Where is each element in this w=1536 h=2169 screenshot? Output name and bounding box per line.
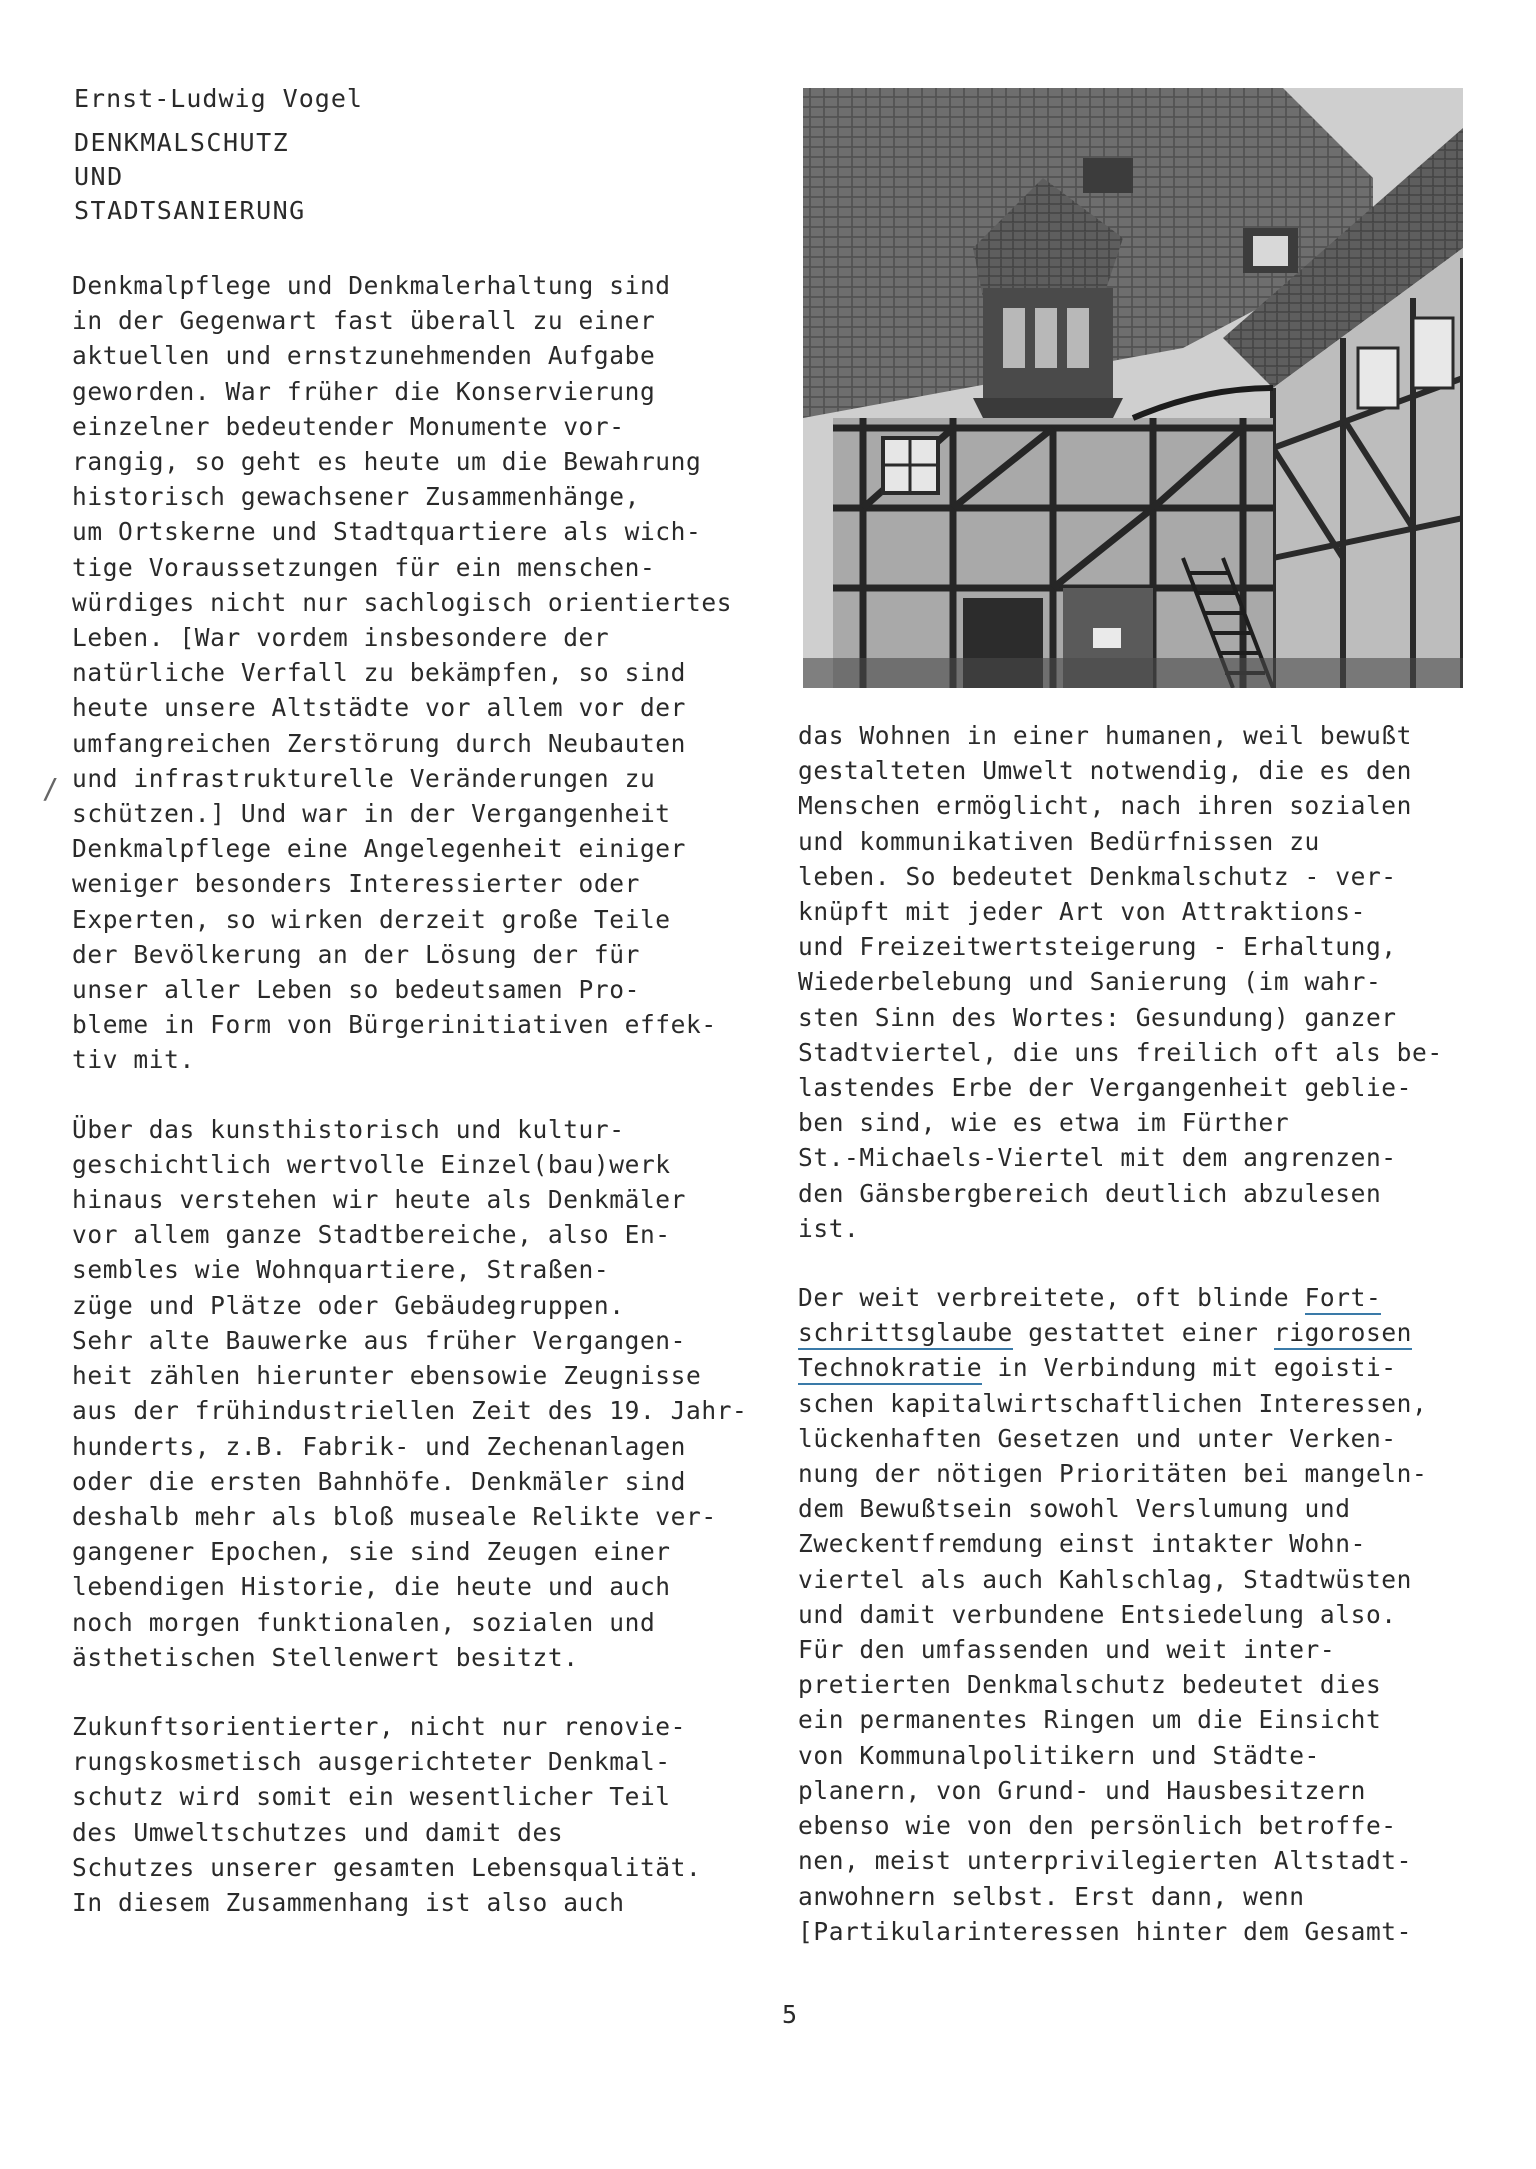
text-line: Denkmalpflege eine Angelegenheit einiger: [72, 834, 687, 864]
text-line: würdiges nicht nur sachlogisch orientiertes: [72, 587, 733, 617]
text-line: Technokratie in Verbindung mit egoisti-: [798, 1350, 1478, 1385]
right-column: [798, 718, 1478, 1983]
text-line: Stadtviertel, die uns freilich oft als be-: [798, 1037, 1443, 1067]
text-line: aus der frühindustriellen Zeit des 19. Jahr-: [72, 1396, 748, 1426]
text-line: schrittsglaube gestattet einer rigorosen: [798, 1315, 1478, 1350]
text-line: historisch gewachsener Zusammenhänge,: [72, 482, 640, 512]
text-line: ein permanentes Ringen um die Einsicht: [798, 1705, 1382, 1735]
right-body-text: [798, 718, 1478, 1949]
paragraph: [798, 718, 1478, 1246]
text-line: Menschen ermöglicht, nach ihren sozialen: [798, 791, 1413, 821]
paragraph: [72, 1709, 762, 1920]
text-line: Denkmalpflege und Denkmalerhaltung sind: [72, 271, 671, 300]
text-line: rungskosmetisch ausgerichteter Denkmal-: [72, 1747, 671, 1777]
text-line: [Partikularinteressen hinter dem Gesamt-: [798, 1916, 1413, 1946]
text-line: und damit verbundene Entsiedelung also.: [798, 1599, 1397, 1629]
text-line: nen, meist unterprivilegierten Altstadt-: [798, 1846, 1413, 1876]
paragraph: [72, 1112, 762, 1675]
title-line: STADTSANIERUNG: [74, 196, 306, 225]
text-line: Über das kunsthistorisch und kultur-: [72, 1114, 625, 1144]
text-line: schutz wird somit ein wesentlicher Teil: [72, 1782, 671, 1812]
text-line: weniger besonders Interessierter oder: [72, 869, 640, 899]
text-line: des Umweltschutzes und damit des: [72, 1817, 564, 1847]
text-line: sten Sinn des Wortes: Gesundung) ganzer: [798, 1002, 1397, 1032]
title-line: DENKMALSCHUTZ: [74, 128, 290, 157]
text-line: heit zählen hierunter ebensowie Zeugnisse: [72, 1361, 702, 1391]
author-name: Ernst-Ludwig Vogel: [74, 84, 363, 113]
half-timbered-house-photo: [803, 88, 1463, 688]
text-line: und Freizeitwertsteigerung - Erhaltung,: [798, 932, 1397, 962]
text-line: ben sind, wie es etwa im Fürther: [798, 1108, 1290, 1138]
text-line: vor allem ganze Stadtbereiche, also En-: [72, 1220, 671, 1250]
text-line: tige Voraussetzungen für ein menschen-: [72, 552, 656, 582]
text-line: hinaus verstehen wir heute als Denkmäler: [72, 1185, 687, 1215]
text-line: den Gänsbergbereich deutlich abzulesen: [798, 1178, 1382, 1208]
text-line: schützen.] Und war in der Vergangenheit: [72, 799, 671, 829]
text-line: einzelner bedeutender Monumente vor-: [72, 411, 625, 441]
text-line: Wiederbelebung und Sanierung (im wahr-: [798, 967, 1382, 997]
left-body-text: [72, 268, 762, 1920]
text-line: um Ortskerne und Stadtquartiere als wich-: [72, 517, 702, 547]
text-line: dem Bewußtsein sowohl Verslumung und: [798, 1494, 1351, 1524]
text-line: St.-Michaels-Viertel mit dem angrenzen-: [798, 1143, 1397, 1173]
text-line: rangig, so geht es heute um die Bewahrung: [72, 447, 702, 477]
text-line: geworden. War früher die Konservierung: [72, 376, 656, 406]
text-line: viertel als auch Kahlschlag, Stadtwüsten: [798, 1564, 1413, 1594]
text-line: sembles wie Wohnquartiere, Straßen-: [72, 1255, 610, 1285]
text-line: knüpft mit jeder Art von Attraktions-: [798, 897, 1366, 927]
text-line: gestalteten Umwelt notwendig, die es den: [798, 756, 1413, 786]
text-line: nung der nötigen Prioritäten bei mangeln-: [798, 1459, 1428, 1489]
text-line: ästhetischen Stellenwert besitzt.: [72, 1642, 579, 1672]
pencil-margin-mark: /: [42, 772, 59, 805]
text-line: In diesem Zusammenhang ist also auch: [72, 1887, 625, 1917]
text-line: lastendes Erbe der Vergangenheit geblie-: [798, 1073, 1413, 1103]
text-line: bleme in Form von Bürgerinitiativen effek-: [72, 1010, 717, 1040]
text-line: leben. So bedeutet Denkmalschutz - ver-: [798, 861, 1397, 891]
paragraph: [72, 268, 762, 1078]
text-line: züge und Plätze oder Gebäudegruppen.: [72, 1290, 625, 1320]
text-line: gangener Epochen, sie sind Zeugen einer: [72, 1537, 671, 1567]
text-line: lückenhaften Gesetzen und unter Verken-: [798, 1423, 1397, 1453]
article-title: [74, 126, 762, 228]
text-line: oder die ersten Bahnhöfe. Denkmäler sind: [72, 1466, 687, 1496]
text-line: deshalb mehr als bloß museale Relikte ver-: [72, 1501, 717, 1531]
text-line: Schutzes unserer gesamten Lebensqualität.: [72, 1852, 702, 1882]
text-line: der Bevölkerung an der Lösung der für: [72, 939, 640, 969]
text-line: Zweckentfremdung einst intakter Wohn-: [798, 1529, 1366, 1559]
paragraph: [798, 1280, 1478, 1949]
text-line: Sehr alte Bauwerke aus früher Vergangen-: [72, 1325, 687, 1355]
text-line: ist.: [798, 1213, 860, 1243]
text-line: Leben. [War vordem insbesondere der: [72, 623, 610, 653]
text-line: Der weit verbreitete, oft blinde Fort-: [798, 1280, 1478, 1315]
text-line: umfangreichen Zerstörung durch Neubauten: [72, 728, 687, 758]
text-line: tiv mit.: [72, 1045, 195, 1075]
text-line: natürliche Verfall zu bekämpfen, so sind: [72, 658, 687, 688]
text-line: planern, von Grund- und Hausbesitzern: [798, 1775, 1366, 1805]
page-number: 5: [782, 2000, 798, 2029]
text-line: unser aller Leben so bedeutsamen Pro-: [72, 975, 640, 1005]
text-line: und infrastrukturelle Veränderungen zu: [72, 763, 656, 793]
text-line: Experten, so wirken derzeit große Teile: [72, 904, 671, 934]
text-line: anwohnern selbst. Erst dann, wenn: [798, 1881, 1305, 1911]
left-column: [72, 82, 762, 1954]
text-line: heute unsere Altstädte vor allem vor der: [72, 693, 687, 723]
text-line: ebenso wie von den persönlich betroffe-: [798, 1811, 1397, 1841]
text-line: von Kommunalpolitikern und Städte-: [798, 1740, 1320, 1770]
title-line: UND: [74, 162, 124, 191]
text-line: schen kapitalwirtschaftlichen Interessen,: [798, 1388, 1428, 1418]
text-line: das Wohnen in einer humanen, weil bewußt: [798, 721, 1413, 750]
text-line: pretierten Denkmalschutz bedeutet dies: [798, 1670, 1382, 1700]
text-line: noch morgen funktionalen, sozialen und: [72, 1607, 656, 1637]
text-line: lebendigen Historie, die heute und auch: [72, 1572, 671, 1602]
text-line: hunderts, z.B. Fabrik- und Zechenanlagen: [72, 1431, 687, 1461]
text-line: Zukunftsorientierter, nicht nur renovie-: [72, 1711, 687, 1741]
text-line: geschichtlich wertvolle Einzel(bau)werk: [72, 1149, 671, 1179]
text-line: und kommunikativen Bedürfnissen zu: [798, 826, 1320, 856]
text-line: Für den umfassenden und weit inter-: [798, 1635, 1336, 1665]
text-line: aktuellen und ernstzunehmenden Aufgabe: [72, 341, 656, 371]
text-line: in der Gegenwart fast überall zu einer: [72, 306, 656, 336]
